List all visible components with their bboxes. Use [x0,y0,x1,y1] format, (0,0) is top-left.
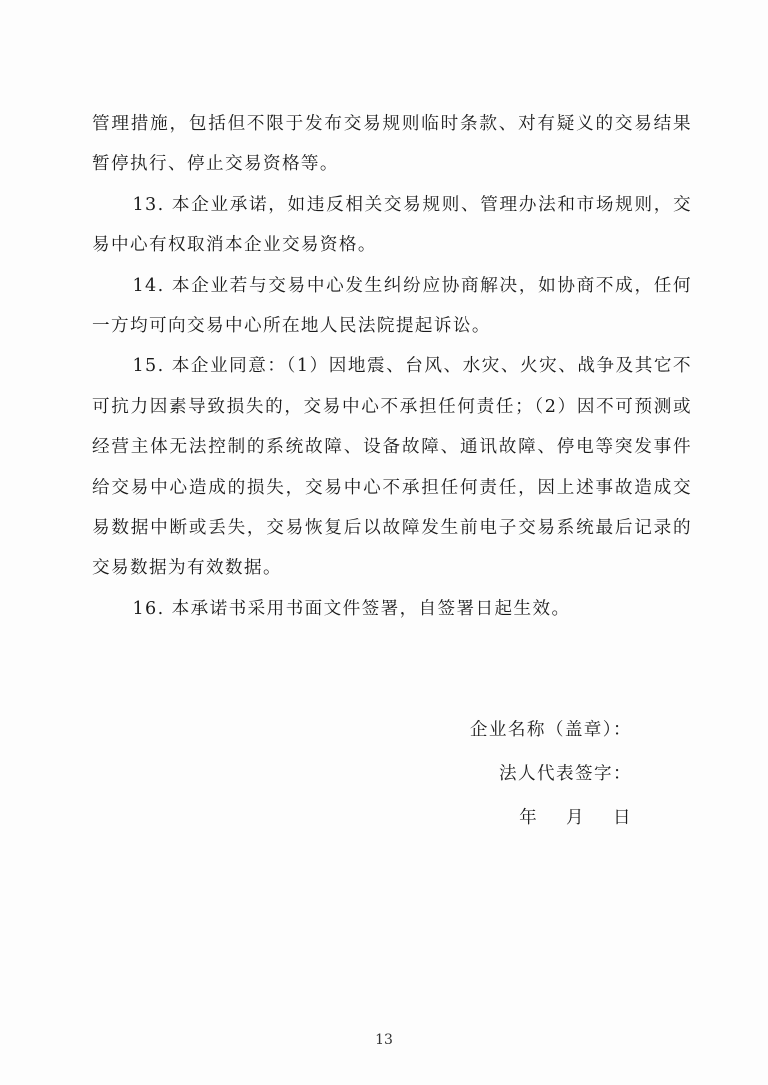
date-label: 年 月 日 [519,808,632,828]
clause-14: 14. 本企业若与交易中心发生纠纷应协商解决，如协商不成，任何一方均可向交易中心所在地人民法院提起诉讼。 [92,275,692,337]
company-name-label: 企业名称（盖章）： [469,720,632,740]
clause-16: 16. 本承诺书采用书面文件签署，自签署日起生效。 [132,598,571,619]
page-number: 13 [375,1032,393,1048]
paragraph-continuation: 管理措施，包括但不限于发布交易规则临时条款、对有疑义的交易结果暂停执行、停止交易资格等。 [92,114,692,175]
clause-15: 15. 本企业同意：（1）因地震、台风、水灾、火灾、战争及其它不可抗力因素导致损失的，交易中心不承担任何责任；（2）因不可预测或经营主体无法控制的系统故障、设备故障、通讯故障、停电等突发事件给交易中心造成的损失，交易中心不承担任何责任，因上述事故造成交易数据中断或丢失，交易恢复后以故障发生前电子交易系统最后记录的交易数据为有效数据。 [92,356,692,579]
clause-13: 13. 本企业承诺，如违反相关交易规则、管理办法和市场规则，交易中心有权取消本企业交易资格。 [92,194,692,256]
signature-block [470,708,632,840]
document-body [92,104,692,629]
legal-representative-label: 法人代表签字： [499,764,632,784]
